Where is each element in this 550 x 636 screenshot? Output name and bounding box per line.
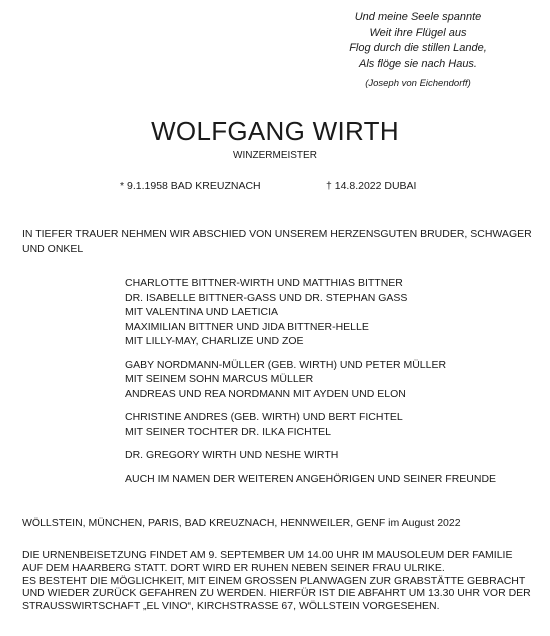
deceased-name: WOLFGANG WIRTH xyxy=(151,116,399,146)
poem-attribution: (Joseph von Eichendorff) xyxy=(365,78,471,89)
mourner-line: DR. ISABELLE BITTNER-GASS UND DR. STEPHAN GASS xyxy=(125,291,408,304)
mourner-line: GABY NORDMANN-MÜLLER (GEB. WIRTH) UND PETER MÜLLER xyxy=(125,358,447,371)
mourner-line: DR. GREGORY WIRTH UND NESHE WIRTH xyxy=(125,449,339,461)
birth-date-place: * 9.1.1958 BAD KREUZNACH xyxy=(120,180,261,192)
poem xyxy=(300,10,536,92)
mourner-line: MAXIMILIAN BITTNER UND JIDA BITTNER-HELLE xyxy=(125,320,369,333)
notice-line: STRAUSSWIRTSCHAFT „EL VINO“, KIRCHSTRASSE 67, WÖLLSTEIN VORGESEHEN. xyxy=(22,600,440,613)
places-and-date: WÖLLSTEIN, MÜNCHEN, PARIS, BAD KREUZNACH, HENNWEILER, GENF im August 2022 xyxy=(22,517,461,529)
notice-line: ES BESTEHT DIE MÖGLICHKEIT, MIT EINEM GROSSEN PLANWAGEN ZUR GRABSTÄTTE GEBRACHT xyxy=(22,574,526,587)
mourner-group xyxy=(125,448,535,463)
mourner-line: MIT VALENTINA UND LAETICIA xyxy=(125,306,279,318)
mourner-line: MIT SEINEM SOHN MARCUS MÜLLER xyxy=(125,373,314,385)
funeral-notice xyxy=(22,549,532,613)
poem-line: Flog durch die stillen Lande, xyxy=(349,42,487,54)
mourner-line: ANDREAS UND REA NORDMANN MIT AYDEN UND ELON xyxy=(125,387,406,400)
mourners-list xyxy=(125,276,535,495)
notice-line: AUF DEM HAARBERG STATT. DORT WIRD ER RUHEN NEBEN SEINER FRAU ULRIKE. xyxy=(22,561,445,574)
notice-line: DIE URNENBEISETZUNG FINDET AM 9. SEPTEMBER UM 14.00 UHR IM MAUSOLEUM DER FAMILIE xyxy=(22,549,513,561)
death-date-place: † 14.8.2022 DUBAI xyxy=(326,180,417,192)
mourner-group xyxy=(125,358,535,402)
mourner-group xyxy=(125,472,535,487)
mourner-line: CHARLOTTE BITTNER-WIRTH UND MATTHIAS BITTNER xyxy=(125,277,403,289)
intro-text: IN TIEFER TRAUER NEHMEN WIR ABSCHIED VON UNSEREM HERZENSGUTEN BRUDER, SCHWAGER UND ONKEL xyxy=(22,228,532,255)
notice-line: UND WIEDER ZURÜCK GEFAHREN ZU WERDEN. HIERFÜR IST DIE ABFAHRT UM 13.30 UHR VOR DER xyxy=(22,587,531,600)
mourner-line: MIT SEINER TOCHTER DR. ILKA FICHTEL xyxy=(125,425,331,438)
mourner-group xyxy=(125,410,535,439)
mourner-group xyxy=(125,276,535,349)
poem-line: Weit ihre Flügel aus xyxy=(369,26,467,39)
deceased-profession: WINZERMEISTER xyxy=(233,150,317,161)
mourner-line: AUCH IM NAMEN DER WEITEREN ANGEHÖRIGEN UND SEINER FREUNDE xyxy=(125,472,497,485)
mourner-line: MIT LILLY-MAY, CHARLIZE UND ZOE xyxy=(125,335,304,347)
poem-line: Und meine Seele spannte xyxy=(354,11,482,23)
mourner-line: CHRISTINE ANDRES (GEB. WIRTH) UND BERT FICHTEL xyxy=(125,411,403,423)
poem-line: Als flöge sie nach Haus. xyxy=(358,57,477,70)
